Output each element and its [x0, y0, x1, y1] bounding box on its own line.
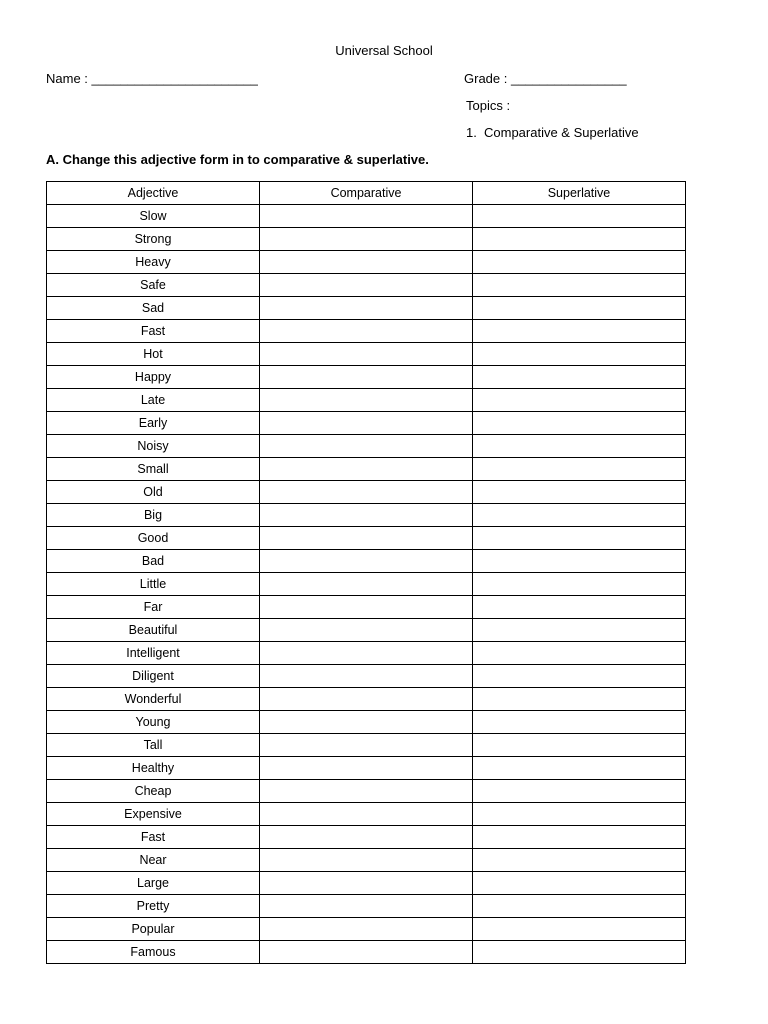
comparative-answer-cell[interactable]	[260, 527, 473, 550]
superlative-answer-cell[interactable]	[473, 757, 686, 780]
table-row	[47, 435, 686, 458]
comparative-answer-cell[interactable]	[260, 780, 473, 803]
superlative-answer-cell[interactable]	[473, 205, 686, 228]
adjective-cell: Large	[47, 872, 260, 895]
superlative-answer-cell[interactable]	[473, 458, 686, 481]
superlative-answer-cell[interactable]	[473, 826, 686, 849]
column-header-superlative: Superlative	[473, 182, 686, 205]
table-row	[47, 688, 686, 711]
adjective-cell: Famous	[47, 941, 260, 964]
table-body	[47, 205, 686, 964]
comparative-answer-cell[interactable]	[260, 849, 473, 872]
topics-label: Topics :	[466, 98, 511, 113]
table-row	[47, 343, 686, 366]
table-row	[47, 550, 686, 573]
comparative-answer-cell[interactable]	[260, 918, 473, 941]
topic-number: 1.	[466, 125, 477, 140]
table-row	[47, 941, 686, 964]
comparative-answer-cell[interactable]	[260, 274, 473, 297]
superlative-answer-cell[interactable]	[473, 343, 686, 366]
adjective-cell: Sad	[47, 297, 260, 320]
comparative-answer-cell[interactable]	[260, 366, 473, 389]
adjective-cell: Strong	[47, 228, 260, 251]
comparative-answer-cell[interactable]	[260, 665, 473, 688]
superlative-answer-cell[interactable]	[473, 780, 686, 803]
table-row	[47, 642, 686, 665]
superlative-answer-cell[interactable]	[473, 941, 686, 964]
table-row	[47, 274, 686, 297]
table-row	[47, 665, 686, 688]
adjective-cell: Late	[47, 389, 260, 412]
adjective-cell: Safe	[47, 274, 260, 297]
grade-field: Grade : ________________	[464, 71, 627, 86]
table-row	[47, 389, 686, 412]
table-row	[47, 205, 686, 228]
superlative-answer-cell[interactable]	[473, 665, 686, 688]
adjective-cell: Happy	[47, 366, 260, 389]
adjective-cell: Bad	[47, 550, 260, 573]
table-header-row	[47, 182, 686, 205]
topic-text: Comparative & Superlative	[484, 125, 639, 140]
adjective-cell: Wonderful	[47, 688, 260, 711]
table-row	[47, 803, 686, 826]
adjective-cell: Young	[47, 711, 260, 734]
superlative-answer-cell[interactable]	[473, 504, 686, 527]
superlative-answer-cell[interactable]	[473, 895, 686, 918]
table-row	[47, 320, 686, 343]
comparative-answer-cell[interactable]	[260, 757, 473, 780]
comparative-answer-cell[interactable]	[260, 872, 473, 895]
table-row	[47, 780, 686, 803]
comparative-answer-cell[interactable]	[260, 458, 473, 481]
superlative-answer-cell[interactable]	[473, 872, 686, 895]
superlative-answer-cell[interactable]	[473, 596, 686, 619]
adjective-cell: Slow	[47, 205, 260, 228]
adjective-cell: Heavy	[47, 251, 260, 274]
table-row	[47, 596, 686, 619]
table-row	[47, 366, 686, 389]
table-row	[47, 849, 686, 872]
column-header-adjective: Adjective	[47, 182, 260, 205]
superlative-answer-cell[interactable]	[473, 435, 686, 458]
comparative-answer-cell[interactable]	[260, 435, 473, 458]
comparative-answer-cell[interactable]	[260, 550, 473, 573]
superlative-answer-cell[interactable]	[473, 642, 686, 665]
adjective-cell: Diligent	[47, 665, 260, 688]
table-row	[47, 412, 686, 435]
table-row	[47, 251, 686, 274]
adjective-cell: Old	[47, 481, 260, 504]
superlative-answer-cell[interactable]	[473, 366, 686, 389]
comparative-answer-cell[interactable]	[260, 205, 473, 228]
table-row	[47, 711, 686, 734]
comparative-answer-cell[interactable]	[260, 711, 473, 734]
superlative-answer-cell[interactable]	[473, 734, 686, 757]
table-row	[47, 826, 686, 849]
adjective-cell: Cheap	[47, 780, 260, 803]
comparative-answer-cell[interactable]	[260, 320, 473, 343]
table-row	[47, 481, 686, 504]
topic-item	[466, 125, 639, 140]
table-row	[47, 757, 686, 780]
comparative-answer-cell[interactable]	[260, 734, 473, 757]
table-row	[47, 872, 686, 895]
comparative-answer-cell[interactable]	[260, 596, 473, 619]
school-title: Universal School	[335, 43, 433, 58]
comparative-answer-cell[interactable]	[260, 941, 473, 964]
adjective-cell: Big	[47, 504, 260, 527]
column-header-comparative: Comparative	[260, 182, 473, 205]
table-row	[47, 527, 686, 550]
comparative-answer-cell[interactable]	[260, 895, 473, 918]
table-row	[47, 504, 686, 527]
superlative-answer-cell[interactable]	[473, 849, 686, 872]
table-row	[47, 458, 686, 481]
adjective-cell: Good	[47, 527, 260, 550]
table-row	[47, 297, 686, 320]
table-row	[47, 228, 686, 251]
name-field: Name : _______________________	[46, 71, 258, 86]
superlative-answer-cell[interactable]	[473, 297, 686, 320]
comparative-answer-cell[interactable]	[260, 826, 473, 849]
superlative-answer-cell[interactable]	[473, 918, 686, 941]
superlative-answer-cell[interactable]	[473, 251, 686, 274]
comparative-answer-cell[interactable]	[260, 803, 473, 826]
adjective-cell: Pretty	[47, 895, 260, 918]
adjective-cell: Tall	[47, 734, 260, 757]
table-row	[47, 918, 686, 941]
superlative-answer-cell[interactable]	[473, 573, 686, 596]
superlative-answer-cell[interactable]	[473, 320, 686, 343]
superlative-answer-cell[interactable]	[473, 527, 686, 550]
comparative-answer-cell[interactable]	[260, 297, 473, 320]
superlative-answer-cell[interactable]	[473, 228, 686, 251]
superlative-answer-cell[interactable]	[473, 711, 686, 734]
table-row	[47, 734, 686, 757]
adjective-cell: Near	[47, 849, 260, 872]
comparative-answer-cell[interactable]	[260, 688, 473, 711]
adjective-cell: Popular	[47, 918, 260, 941]
superlative-answer-cell[interactable]	[473, 274, 686, 297]
superlative-answer-cell[interactable]	[473, 389, 686, 412]
superlative-answer-cell[interactable]	[473, 803, 686, 826]
superlative-answer-cell[interactable]	[473, 550, 686, 573]
comparative-answer-cell[interactable]	[260, 481, 473, 504]
adjective-cell: Far	[47, 596, 260, 619]
superlative-answer-cell[interactable]	[473, 688, 686, 711]
adjective-cell: Fast	[47, 320, 260, 343]
comparative-answer-cell[interactable]	[260, 251, 473, 274]
table-row	[47, 619, 686, 642]
adjective-cell: Intelligent	[47, 642, 260, 665]
adjective-cell: Little	[47, 573, 260, 596]
adjective-cell: Early	[47, 412, 260, 435]
adjective-cell: Expensive	[47, 803, 260, 826]
comparative-answer-cell[interactable]	[260, 389, 473, 412]
table-row	[47, 895, 686, 918]
comparative-answer-cell[interactable]	[260, 412, 473, 435]
adjective-cell: Healthy	[47, 757, 260, 780]
comparative-answer-cell[interactable]	[260, 228, 473, 251]
superlative-answer-cell[interactable]	[473, 619, 686, 642]
section-heading: A. Change this adjective form in to comparative & superlative.	[46, 152, 429, 167]
superlative-answer-cell[interactable]	[473, 481, 686, 504]
adjective-cell: Beautiful	[47, 619, 260, 642]
answer-table	[46, 181, 686, 964]
comparative-answer-cell[interactable]	[260, 573, 473, 596]
table-row	[47, 573, 686, 596]
adjective-cell: Fast	[47, 826, 260, 849]
comparative-answer-cell[interactable]	[260, 343, 473, 366]
comparative-answer-cell[interactable]	[260, 619, 473, 642]
comparative-answer-cell[interactable]	[260, 504, 473, 527]
comparative-answer-cell[interactable]	[260, 642, 473, 665]
adjective-cell: Noisy	[47, 435, 260, 458]
adjective-cell: Hot	[47, 343, 260, 366]
adjective-cell: Small	[47, 458, 260, 481]
superlative-answer-cell[interactable]	[473, 412, 686, 435]
